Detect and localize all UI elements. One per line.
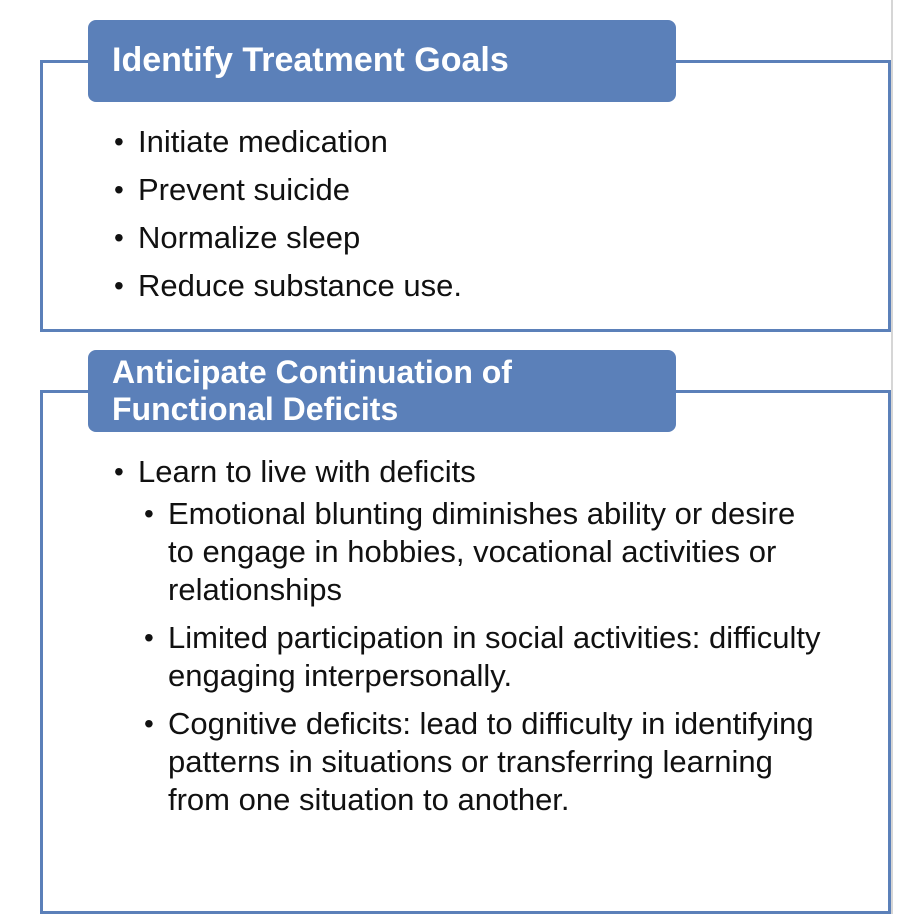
goal-text: Prevent suicide bbox=[138, 172, 350, 207]
bullet-icon: • bbox=[114, 222, 124, 253]
bullet-icon: • bbox=[114, 174, 124, 205]
list-item bbox=[114, 219, 838, 257]
sub-list-item bbox=[144, 705, 828, 819]
list-item bbox=[114, 123, 838, 161]
goal-text: Reduce substance use. bbox=[138, 268, 462, 303]
bullet-icon: • bbox=[114, 126, 124, 157]
deficit-sub-list bbox=[144, 495, 828, 819]
functional-deficits-title: Anticipate Continuation of Functional Deficits bbox=[112, 354, 512, 427]
list-item bbox=[114, 453, 858, 819]
treatment-goals-header bbox=[88, 20, 676, 102]
treatment-goals-title: Identify Treatment Goals bbox=[112, 41, 509, 80]
bullet-icon: • bbox=[144, 622, 154, 653]
functional-deficits-header bbox=[88, 350, 676, 432]
deficit-sub-text: Cognitive deficits: lead to difficulty in identifying patterns in situations or transferring learning from one situation to another. bbox=[168, 706, 814, 817]
sub-list-item bbox=[144, 495, 828, 609]
deficit-sub-text: Emotional blunting diminishes ability or desire to engage in hobbies, vocational activities or relationships bbox=[168, 496, 796, 607]
treatment-goals-list bbox=[114, 123, 838, 305]
sub-list-item bbox=[144, 619, 828, 695]
bullet-icon: • bbox=[144, 498, 154, 529]
bullet-icon: • bbox=[144, 708, 154, 739]
bullet-icon: • bbox=[114, 270, 124, 301]
list-item bbox=[114, 267, 838, 305]
functional-deficits-panel-top-left bbox=[40, 390, 88, 393]
page-edge-rule bbox=[891, 0, 893, 914]
list-item bbox=[114, 171, 838, 209]
functional-deficits-list bbox=[114, 453, 858, 829]
bullet-icon: • bbox=[114, 456, 124, 487]
deficit-main-text: Learn to live with deficits bbox=[138, 454, 476, 489]
functional-deficits-panel-top-right bbox=[676, 390, 891, 393]
treatment-goals-panel-top-right bbox=[676, 60, 891, 63]
treatment-goals-panel-top-left bbox=[40, 60, 88, 63]
goal-text: Normalize sleep bbox=[138, 220, 361, 255]
goal-text: Initiate medication bbox=[138, 124, 388, 159]
deficit-sub-text: Limited participation in social activities: difficulty engaging interpersonally. bbox=[168, 620, 821, 693]
